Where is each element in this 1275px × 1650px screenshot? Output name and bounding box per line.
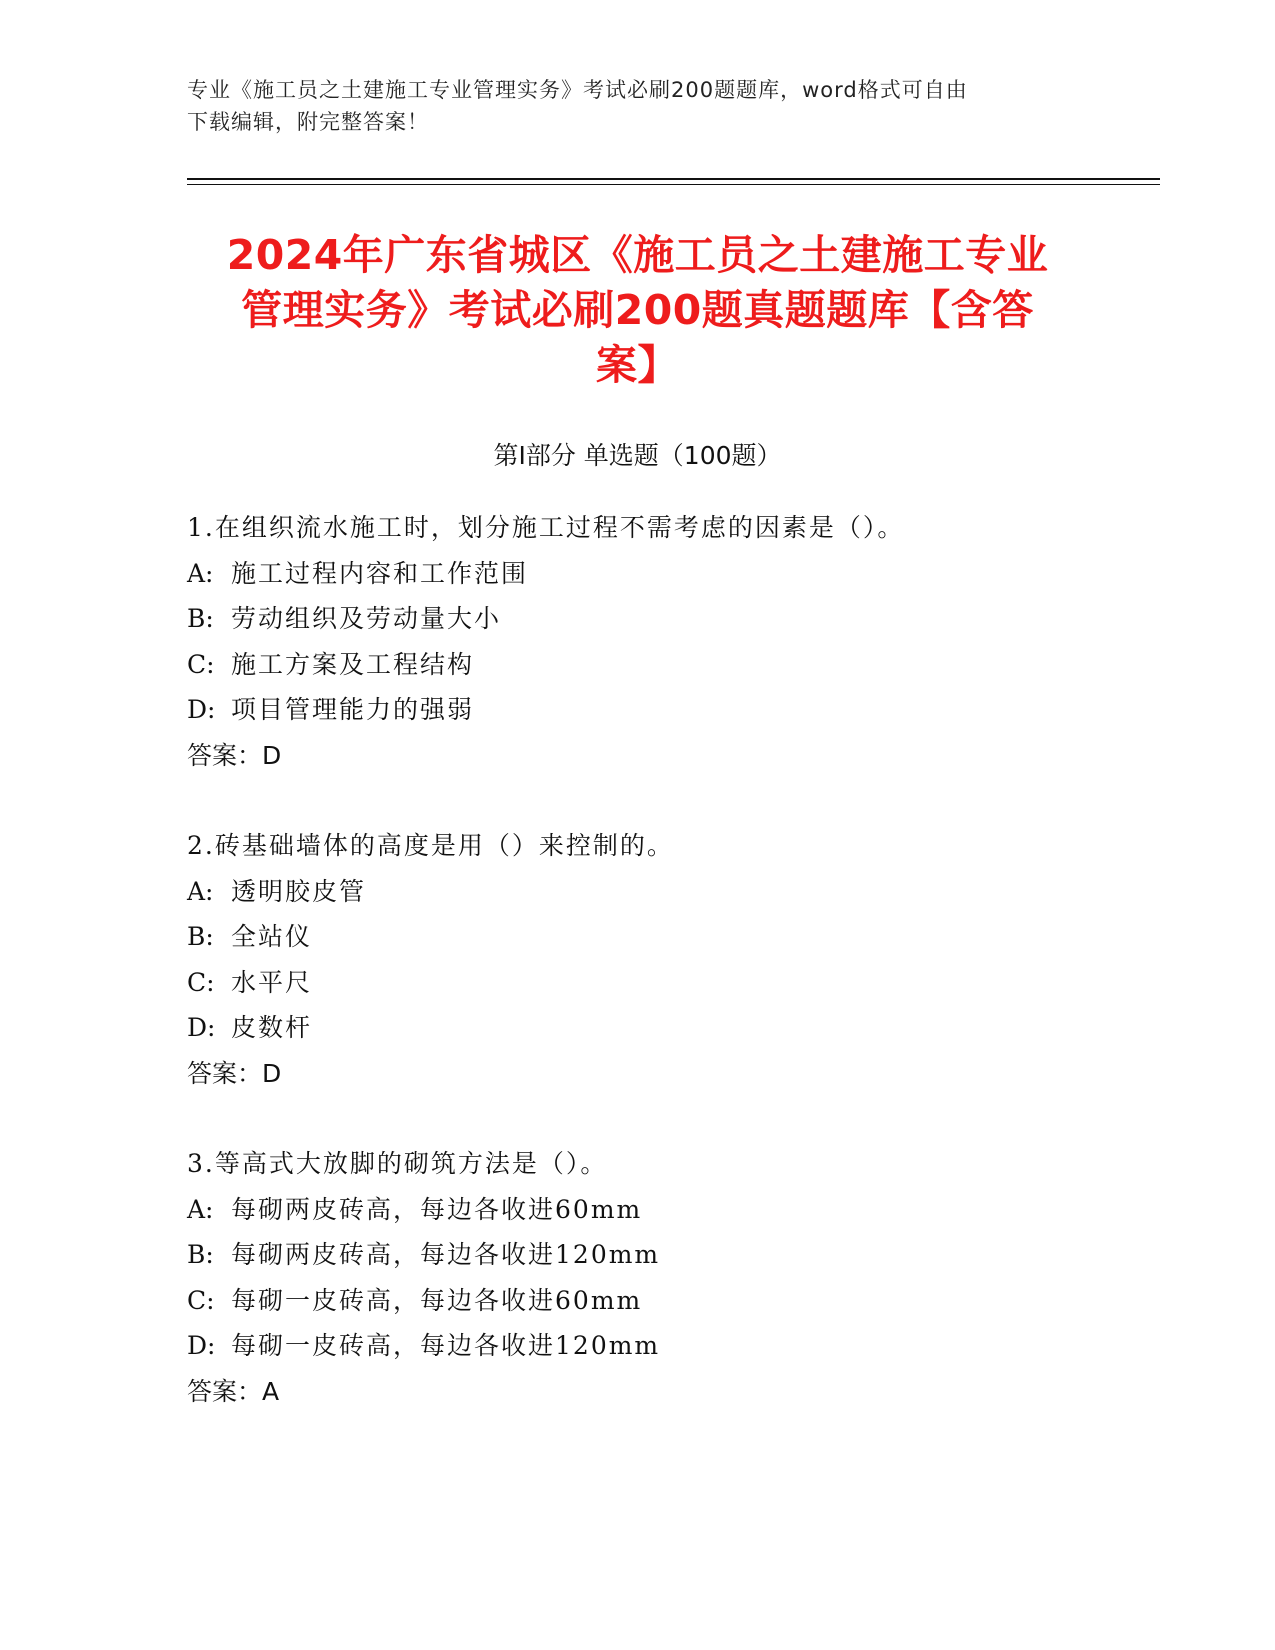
- option-c: [187, 642, 1167, 688]
- option-a: [187, 1187, 1167, 1233]
- question-stem: 3.等高式大放脚的砌筑方法是（）。: [187, 1149, 608, 1178]
- header-note-line-1: 专业《施工员之土建施工专业管理实务》考试必刷200题题库，word格式可自由: [187, 78, 968, 102]
- option-a: [187, 551, 1167, 597]
- option-text: 全站仪: [231, 922, 313, 951]
- option-c: [187, 960, 1167, 1006]
- option-label: B:: [187, 604, 214, 633]
- option-label: A:: [187, 1194, 214, 1224]
- option-text: 劳动组织及劳动量大小: [231, 604, 502, 633]
- option-text: 水平尺: [231, 967, 313, 997]
- header-note-line-2: 下载编辑，附完整答案！: [187, 110, 429, 134]
- option-label: A:: [187, 558, 214, 588]
- option-d: [187, 1005, 1167, 1051]
- option-a: [187, 869, 1167, 915]
- option-text: 每砌两皮砖高，每边各收进60mm: [231, 1194, 643, 1224]
- option-d: [187, 1323, 1167, 1369]
- question-stem: 2.砖基础墙体的高度是用（）来控制的。: [187, 831, 674, 860]
- question-item: [187, 505, 1167, 778]
- option-b: [187, 596, 1167, 642]
- option-text: 每砌一皮砖高，每边各收进120mm: [231, 1331, 661, 1360]
- document-title-line-3: 案】: [596, 341, 679, 389]
- option-text: 项目管理能力的强弱: [231, 695, 475, 724]
- option-text: 每砌一皮砖高，每边各收进60mm: [231, 1285, 643, 1315]
- option-c: [187, 1278, 1167, 1324]
- option-label: D:: [187, 1331, 216, 1360]
- option-label: B:: [187, 922, 214, 951]
- option-label: A:: [187, 876, 214, 906]
- option-label: B:: [187, 1240, 214, 1269]
- option-b: [187, 1232, 1167, 1278]
- answer-line: 答案：A: [187, 1376, 280, 1406]
- header-divider-thin: [187, 184, 1160, 185]
- document-title: [160, 228, 1115, 393]
- option-label: C:: [187, 1285, 215, 1315]
- document-title-line-2: 管理实务》考试必刷200题真题题库【含答: [241, 286, 1034, 334]
- question-item: [187, 823, 1167, 1096]
- answer-line: 答案：D: [187, 740, 282, 770]
- header-divider-thick: [187, 178, 1160, 180]
- option-label: D:: [187, 695, 216, 724]
- option-text: 施工方案及工程结构: [231, 649, 475, 679]
- question-item: [187, 1141, 1167, 1414]
- option-text: 每砌两皮砖高，每边各收进120mm: [231, 1240, 661, 1269]
- option-label: C:: [187, 967, 215, 997]
- option-text: 皮数杆: [231, 1013, 313, 1042]
- option-b: [187, 914, 1167, 960]
- question-stem: 1.在组织流水施工时，划分施工过程不需考虑的因素是（）。: [187, 513, 905, 542]
- option-text: 施工过程内容和工作范围: [231, 558, 529, 588]
- option-label: C:: [187, 649, 215, 679]
- header-note: [187, 74, 1087, 138]
- section-heading: 第Ⅰ部分 单选题（100题）: [493, 441, 782, 470]
- answer-line: 答案：D: [187, 1058, 282, 1088]
- document-title-line-1: 2024年广东省城区《施工员之土建施工专业: [226, 231, 1049, 279]
- option-text: 透明胶皮管: [231, 876, 367, 906]
- option-d: [187, 687, 1167, 733]
- option-label: D:: [187, 1013, 216, 1042]
